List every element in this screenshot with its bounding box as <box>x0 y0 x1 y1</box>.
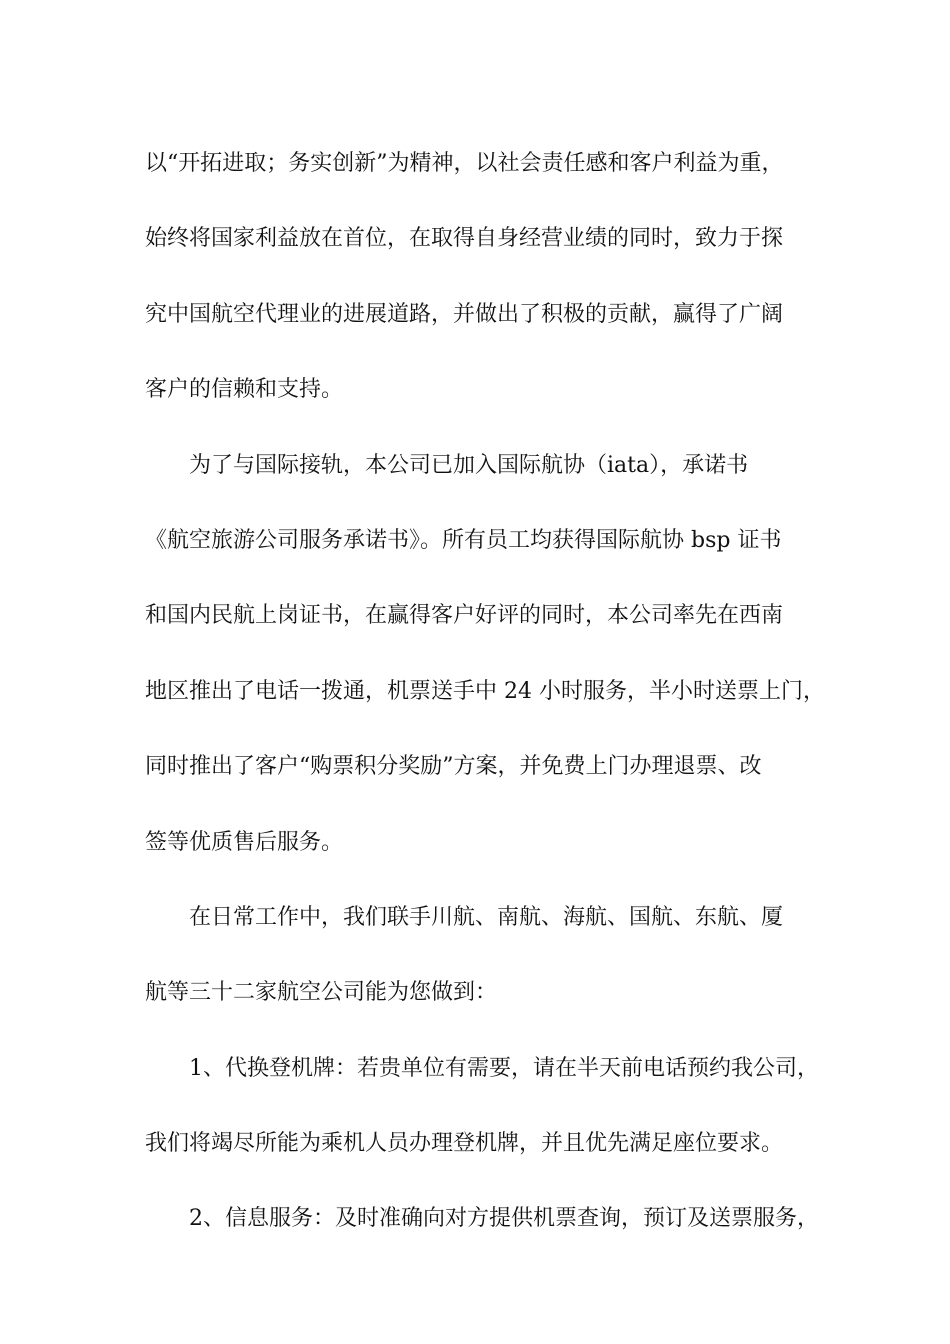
text-line: 以“开拓进取；务实创新”为精神，以社会责任感和客户利益为重， <box>145 151 784 176</box>
document-body <box>145 126 835 1257</box>
text-line: 究中国航空代理业的进展道路，并做出了积极的贡献，赢得了广阔 <box>145 301 784 327</box>
text-line: 同时推出了客户“购票积分奖励”方案，并免费上门办理退票、改 <box>145 754 762 780</box>
text-line: 客户的信赖和支持。 <box>145 377 344 403</box>
paragraph-first-line: 为了与国际接轨，本公司已加入国际航协（iata），承诺书 <box>189 452 749 478</box>
text-line: 和国内民航上岗证书，在赢得客户好评的同时，本公司率先在西南 <box>145 603 784 629</box>
text-line: 始终将国家利益放在首位，在取得自身经营业绩的同时，致力于探 <box>145 226 784 252</box>
text-line: 签等优质售后服务。 <box>145 829 344 855</box>
text-line: 《航空旅游公司服务承诺书》。所有员工均获得国际航协 bsp 证书 <box>145 527 782 553</box>
list-item-1-first-line: 1、代换登机牌：若贵单位有需要，请在半天前电话预约我公司， <box>189 1055 819 1081</box>
text-line: 我们将竭尽所能为乘机人员办理登机牌，并且优先满足座位要求。 <box>145 1131 784 1157</box>
paragraph-first-line: 在日常工作中，我们联手川航、南航、海航、国航、东航、厦 <box>189 904 784 930</box>
list-item-2-first-line: 2、信息服务：及时准确向对方提供机票查询，预订及送票服务， <box>189 1206 819 1232</box>
text-line: 航等三十二家航空公司能为您做到： <box>145 980 498 1006</box>
text-line: 地区推出了电话一拨通，机票送手中 24 小时服务，半小时送票上门， <box>145 678 825 704</box>
